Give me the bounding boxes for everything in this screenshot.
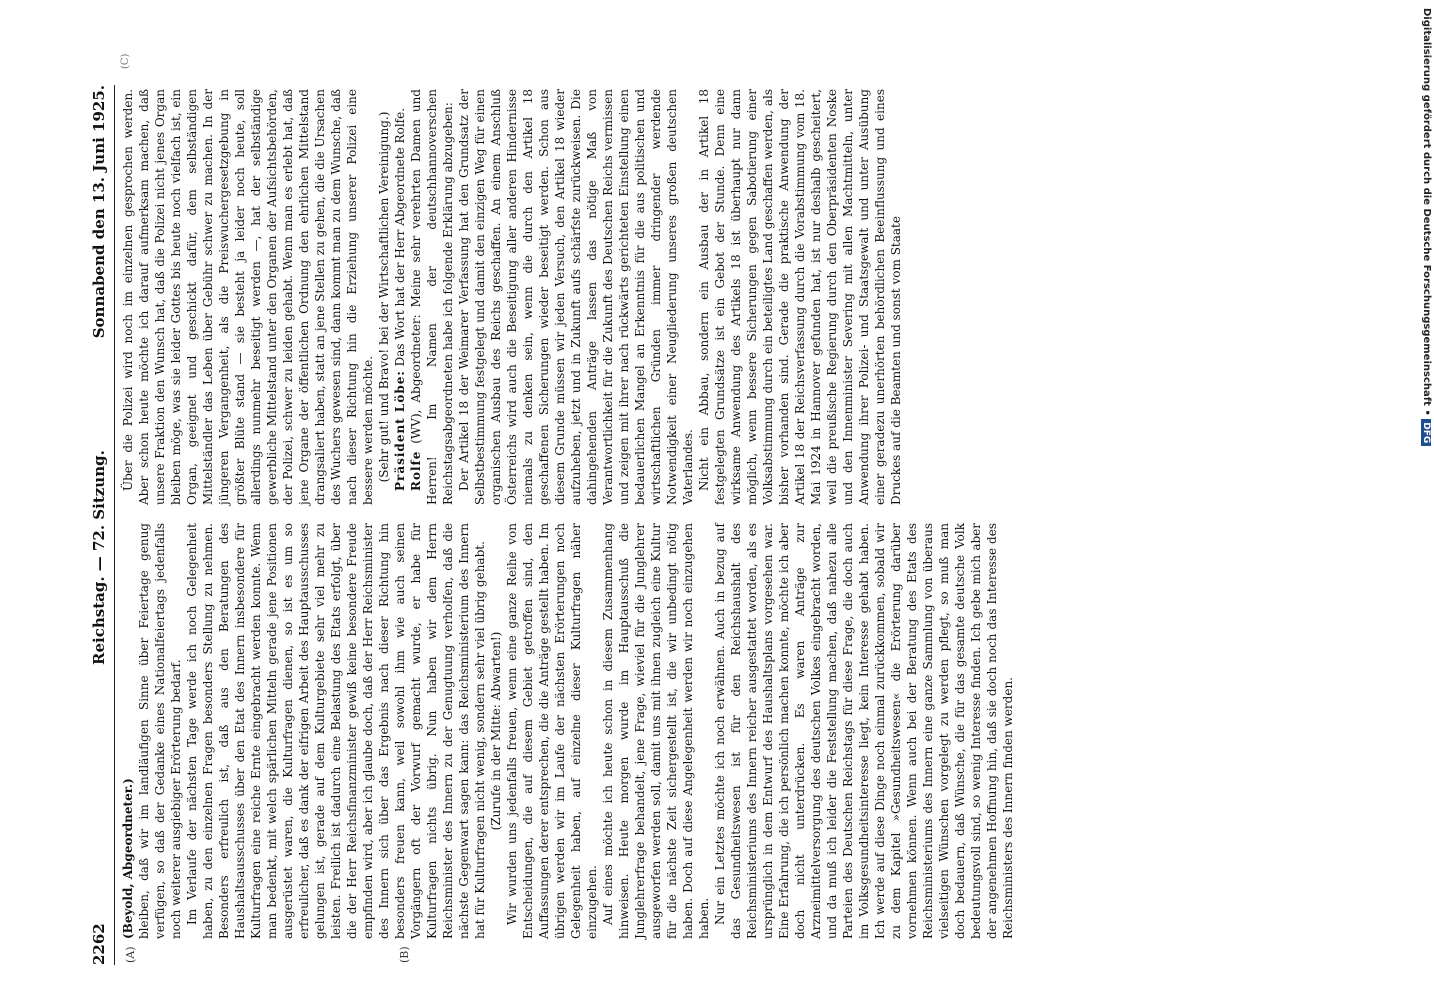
paragraph: Wir wurden uns jedenfalls freuen, wenn eine ganze Reihe von Entscheidungen, die auf diesem Gebiet getroffen sind, den Auffassungen derer entsprechen, die die Anträge gestellt haben. Im übrigen werden wir im Laufe der nächsten Erörterungen noch Gelegenheit haben, auf einzelne dieser Kulturfragen näher einzugehen. bbox=[505, 523, 599, 939]
margin-mark-b: (B) bbox=[398, 946, 411, 963]
paragraph: Über die Polizei wird noch im einzelnen gesprochen werden. Aber schon heute möchte ich darauf aufmerksam machen, daß unsere Fraktion den Wunsch hat, daß die Polizei nicht jenes Organ bleiben möge, was sie leider Gottes bis heute noch vielfach ist, ein Organ, geeignet und geschickt dafür, dem selbständigen Mittelständler das Leben über Gebühr schwer zu machen. In der jüngeren Vergangenheit, als die Preiswuchergesetzgebung in größter Blüte stand — sie besteht ja leider noch heute, soll allerdings nunmehr beseitigt werden —, hat der selbständige gewerbliche Mittelstand unter den Organen der Aufsichtsbehörden, der Polizei, schwer zu leiden gehabt. Wenn man es erlebt hat, daß jene Organe der öffentlichen Ordnung den ehrlichen Mittelstand drangsaliert haben, statt an jene Stellen zu gehen, die die Ursachen des Wuchers gewesen sind, dann kommt man zu dem Wunsche, daß nach dieser Richtung hin die Erziehung unserer Polizei eine bessere werden möchte. bbox=[121, 89, 375, 505]
president-statement bbox=[392, 89, 408, 505]
paragraph: Auf eines möchte ich heute schon in diesem Zusammenhang hinweisen. Heute morgen wurde im Hauptausschuß die Junglehrerfrage behandelt, jene Frage, wieviel für die Junglehrer ausgeworfen werden soll, damit uns mit ihnen zugleich eine Kultur für die nächste Zeit sichergestellt ist, die wir unbedingt nötig haben. Doch auf diese Angelegenheit werden wir noch einzugehen haben. bbox=[601, 523, 711, 939]
right-column bbox=[120, 89, 903, 505]
rotated-page-content bbox=[80, 53, 1015, 975]
speaker-intro-text: (WV), Abgeordneter: Meine sehr verehrten Damen und Herren! Im Namen der deutschhannoverschen Reichstagsabgeordneten habe ich folgende Erklärung abzugeben: bbox=[409, 89, 455, 505]
digitization-note bbox=[1414, 8, 1432, 988]
scanned-page bbox=[80, 53, 1420, 975]
paragraph: Im Verlaufe der nächsten Tage werde ich noch Gelegenheit haben, zu den einzelnen Fragen besonders Stellung zu nehmen. Besonders erfreulich ist, daß aus den Beratungen des Haushaltsausschusses über den Etat des Innern insbesondere für Kulturfragen eine reiche Ernte eingebracht werden konnte. Wenn man bedenkt, mit welch spärlichen Mitteln gerade jene Positionen ausgerüstet waren, die Kulturfragen dienen, so ist es um so erfreulicher, daß es dank der eifrigen Arbeit des Hauptausschusses gelungen ist, gerade auf dem Kulturgebiete sehr viel mehr zu leisten. Freilich ist dadurch eine Belastung des Etats erfolgt, über die der Herr Reichsfinanzminister gewiß keine besondere Freude empfinden wird, aber ich glaube doch, daß der Herr Reichsminister des Innern sich über das Ergebnis nach dieser Richtung hin besonders freuen kann, weil sowohl ihm wie auch seinen Vorgängern oft der Vorwurf gemacht wurde, er habe für Kulturfragen nichts übrig. Nun haben wir dem Herrn Reichsminister des Innern zu der Genugtuung verholfen, daß die nächste Gegenwart sagen kann: das Reichsministerium des Innern hat für Kulturfragen nicht wenig, sondern sehr viel übrig gehabt. bbox=[185, 523, 487, 939]
interjection: (Zurufe in der Mitte: Abwarten!) bbox=[489, 631, 503, 831]
digitization-text: Digitalisierung gefördert durch die Deutsche Forschungsgemeinschaft • bbox=[1421, 8, 1432, 416]
page-header bbox=[90, 85, 114, 965]
header-rule bbox=[114, 85, 115, 965]
president-label: Präsident Löbe: bbox=[393, 370, 407, 491]
session-date: Sonnabend den 13. Juni 1925. bbox=[90, 85, 108, 339]
paragraph: Nicht ein Abbau, sondern ein Ausbau der in Artikel 18 festgelegten Grundsätze ist ein Gebot der Stunde. Denn eine wirksame Anwendung des Artikels 18 ist überhaupt nur dann möglich, wenn bessere Sicherungen gegen Sabotierung einer Volksabstimmung durch ein beteiligtes Land geschaffen werden, als bisher vorhanden sind. Gerade die praktische Anwendung der Artikel 18 der Reichsverfassung durch die Vorabstimmung vom 18. Mai 1924 in Hannover gefunden hat, ist nur deshalb gescheitert, weil die preußische Regierung durch den Oberpräsidenten Noske und den Innenminister Severing mit allen Machtmitteln, unter Anwendung ihrer Polizei- und Staatsgewalt und unter Ausübung einer geradezu unerhörten behördlichen Beeinflussung und eines Druckes auf die Beamten und sonst vom Staate bbox=[697, 89, 903, 505]
page-number: 2262 bbox=[90, 923, 108, 965]
speaker-name: Rolfe bbox=[409, 450, 423, 491]
speaker-intro bbox=[408, 89, 456, 505]
session-title: Reichstag. — 72. Sitzung. bbox=[90, 450, 108, 665]
paragraph: Der Artikel 18 der Weimarer Verfassung hat den Grundsatz der Selbstbestimmung festgelegt und damit den einzigen Weg für einen organischen Ausbau des Reichs geschaffen. An einem Anschluß Österreichs wird auch die Beseitigung aller anderen Hindernisse niemals zu denken sein, wenn die durch den Artikel 18 geschaffenen Sicherungen wieder beseitigt werden. Schon aus diesem Grunde müssen wir jeden Versuch, den Artikel 18 wieder aufzuheben, jetzt und in Zukunft aufs schärfste zurückweisen. Die dahingehenden Anträge lassen das nötige Maß von Verantwortlichkeit für die Zukunft des Deutschen Reichs vermissen und zeigen mit ihrer nach rückwärts gerichteten Einstellung einen bedauerlichen Mangel an Erkenntnis für die aus politischen und wirtschaftlichen Gründen immer dringender werdende Notwendigkeit einer Neugliederung unseres großen deutschen Vaterlandes. bbox=[457, 89, 695, 505]
margin-mark-a: (A) bbox=[124, 946, 137, 963]
president-text: Das Wort hat der Herr Abgeordnete Rolfe. bbox=[393, 107, 407, 367]
paragraph: bleiben, daß wir im landläufigen Sinne über Feiertage genug verfügen, so daß der Gedanke eines Nationalfeiertags jedenfalls noch weiterer ausgiebiger Erörterung bedarf. bbox=[137, 523, 183, 939]
speaker-head: (Beyold, Abgeordneter.) bbox=[121, 778, 135, 939]
paragraph: Nur ein Letztes möchte ich noch erwähnen. Auch in bezug auf das Gesundheitswesen ist für den Reichshaushalt des Reichsministeriums des Innern reicher ausgestattet worden, als es ursprünglich in dem Entwurf des Haushaltsplans vorgesehen war. Eine Erfahrung, die ich persönlich machen konnte, möchte ich aber doch nicht unterdrücken. Es waren Anträge zur Arzneimittelversorgung des deutschen Volkes eingebracht worden, und da muß ich leider die Feststellung machen, daß nahezu alle Parteien des Deutschen Reichstags für diese Frage, die doch auch im Volksgesundheitsinteresse liegt, kein Interesse gehabt haben. Ich werde auf diese Dinge noch einmal zurückkommen, sobald wir zu dem Kapitel »Gesundheitswesen« die Erörterung darüber vornehmen können. Wenn auch bei der Beratung des Etats des Reichsministeriums des Innern eine ganze Sammlung von überaus vielseitigen Wünschen vorgelegt zu werden pflegt, so muß man doch bedauern, daß Wünsche, die für das gesamte deutsche Volk bedeutungsvoll sind, so wenig Interesse finden. Ich gebe mich aber der angenehmen Hoffnung hin, daß sie doch noch das Interesse des Reichsministers des Innern finden werden. bbox=[713, 523, 1015, 939]
dfg-logo: DFG bbox=[1421, 419, 1431, 446]
left-column bbox=[120, 523, 1015, 939]
margin-mark-c: (C) bbox=[120, 53, 131, 69]
applause: (Sehr gut! und Bravo! bei der Wirtschaftlichen Vereinigung.) bbox=[377, 111, 391, 483]
